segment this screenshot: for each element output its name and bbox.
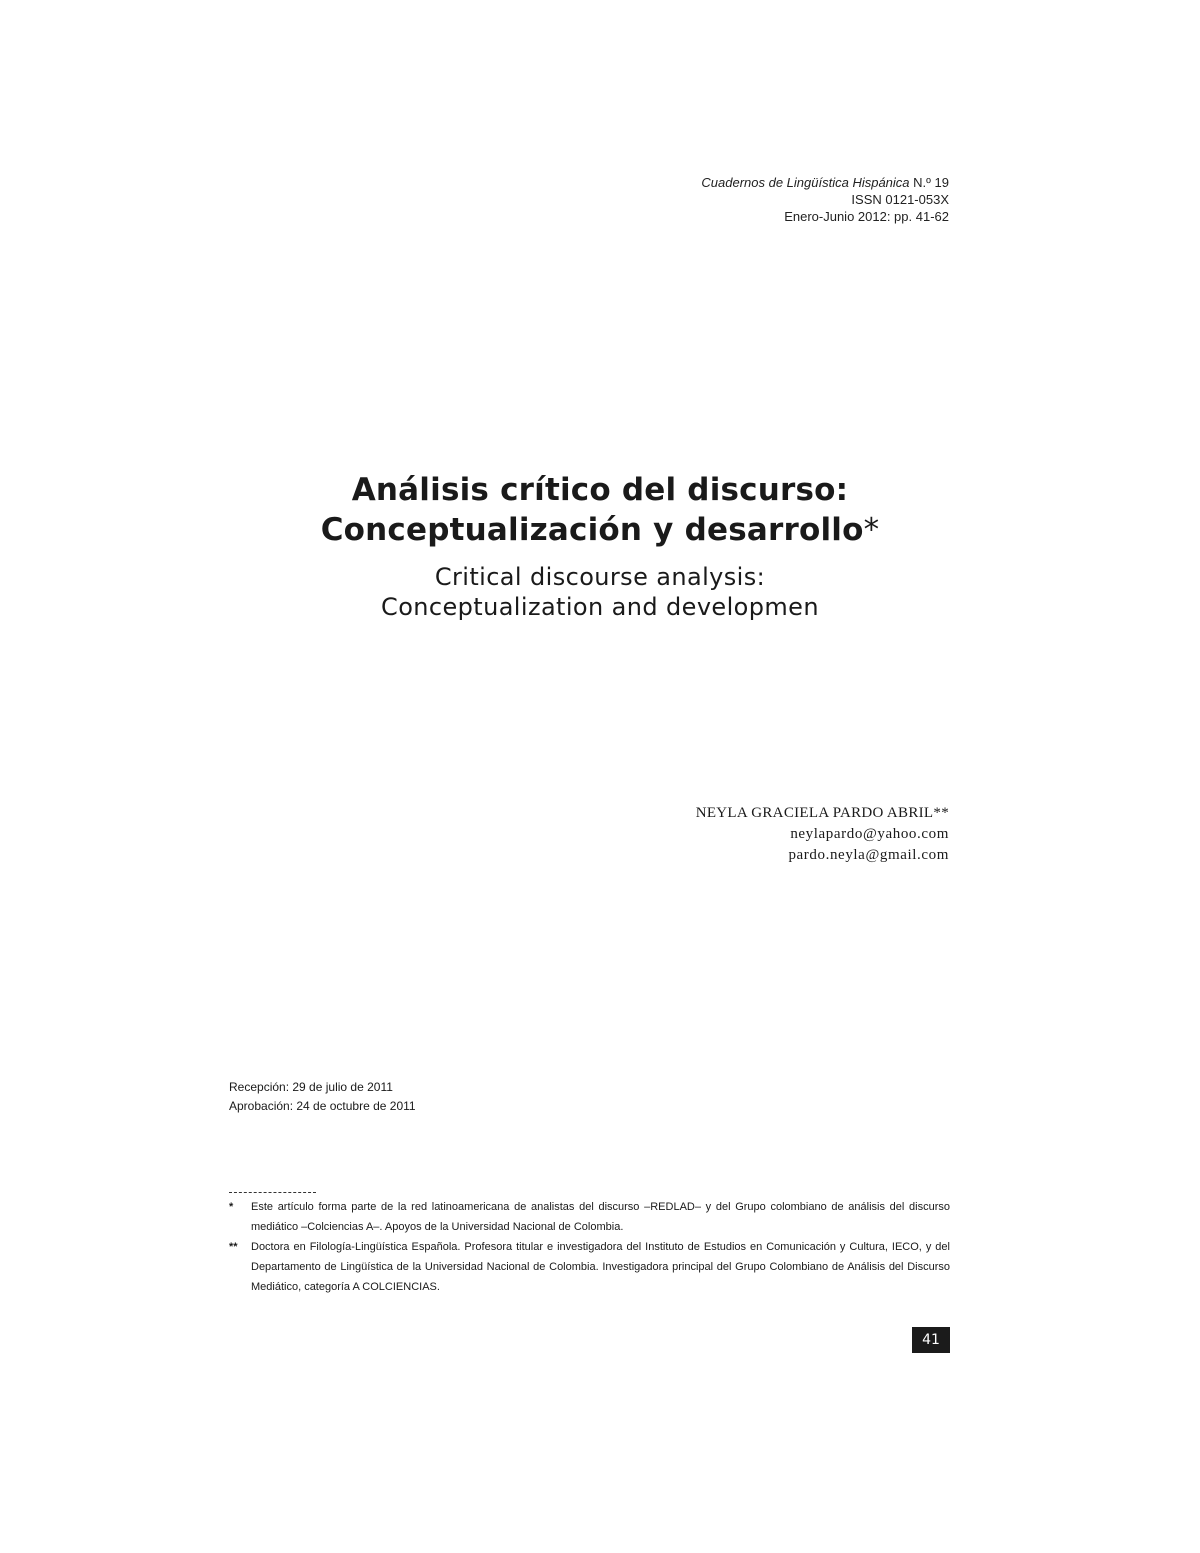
footnote-1-mark: * (229, 1201, 234, 1213)
author-email-1: neylapardo@yahoo.com (790, 826, 949, 842)
title-english (0, 562, 1200, 622)
submission-dates (229, 1078, 416, 1116)
title-english-line-2: Conceptualization and developmen (381, 593, 819, 621)
journal-issn: ISSN 0121-053X (851, 192, 949, 207)
author-name: NEYLA GRACIELA PARDO ABRIL** (695, 805, 949, 821)
footnotes (229, 1192, 950, 1297)
title-spanish-line-1: Análisis crítico del discurso: (351, 472, 849, 508)
journal-title-line (701, 174, 949, 191)
title-spanish (0, 470, 1200, 550)
author-block (696, 803, 949, 866)
title-spanish-line-2-text: Conceptualización y desarrollo (320, 512, 864, 548)
approval-date: Aprobación: 24 de octubre de 2011 (229, 1099, 416, 1113)
footnote-2-mark: ** (229, 1241, 238, 1253)
footnote-divider (229, 1192, 316, 1193)
author-email-2: pardo.neyla@gmail.com (788, 847, 949, 863)
title-spanish-line-2 (0, 510, 1200, 550)
journal-issue: Enero-Junio 2012: pp. 41-62 (784, 209, 949, 224)
title-english-line-1: Critical discourse analysis: (434, 563, 766, 591)
journal-name: Cuadernos de Lingüística Hispánica (701, 175, 910, 190)
reception-date: Recepción: 29 de julio de 2011 (229, 1080, 393, 1094)
footnote-2-text: Doctora en Filología-Lingüística Española. Profesora titular e investigadora del Instituto de Estudios en Comunicación y Cultura, IECO, y del Departamento de Lingüística de la Universidad Nacional de Colombia. Investigadora principal del Grupo Colombiano de Análisis del Discurso Mediático, categoría A COLCIENCIAS. (251, 1241, 950, 1293)
title-footnote-mark: * (863, 512, 880, 548)
article-titles (0, 470, 1200, 622)
journal-number: N.º 19 (913, 175, 949, 190)
journal-header (701, 174, 949, 225)
page-number: 41 (912, 1327, 950, 1353)
footnote-1 (229, 1197, 950, 1237)
footnote-2 (229, 1237, 950, 1297)
footnote-1-text: Este artículo forma parte de la red latinoamericana de analistas del discurso –REDLAD– y del Grupo colombiano de análisis del discurso mediático –Colciencias A–. Apoyos de la Universidad Nacional de Colombia. (251, 1201, 950, 1233)
